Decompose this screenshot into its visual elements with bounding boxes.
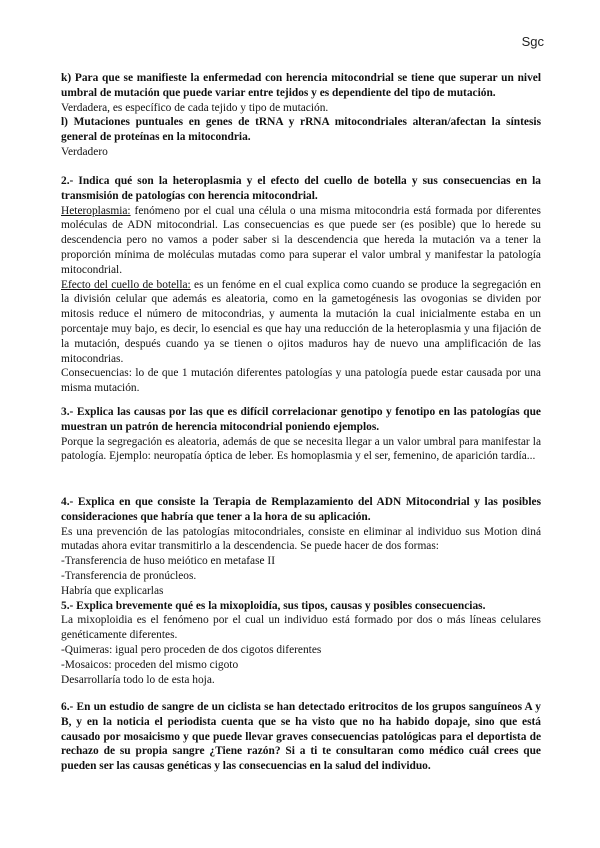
question-5-note: Desarrollaría todo lo de esta hoja. xyxy=(61,673,215,686)
question-3-answer: Porque la segregación es aleatoria, además de que se necesita llegar a un valor umbral para manifestar la patología. Ejemplo: neuropatía óptica de leber. Es homoplasmia y el ser, femenino, de aparición tardía... xyxy=(61,435,541,463)
section-question-3 xyxy=(61,405,541,464)
question-6-title: 6.- En un estudio de sangre de un ciclista se han detectado eritrocitos de los grupos sanguíneos A y B, y en la noticia el periodista cuenta que se ha visto que no ha habido dopaje, sino que está causado por mosaicismo y que puede llevar graves consecuencias patológicas para el deportista de rechazo de su propia sangre ¿Tiene razón? Si a ti te consultaran como médico cuál crees que pueden ser las causas genéticas y las consecuencias en la salud del individuo. xyxy=(61,701,541,773)
efecto-label: Efecto del cuello de botella: xyxy=(61,278,191,291)
question-4-note: Habría que explicarlas xyxy=(61,584,164,597)
question-5-title: 5.- Explica brevemente qué es la mixoploidía, sus tipos, causas y posibles consecuencias. xyxy=(61,599,486,612)
efecto-text: es un fenóme en el cual explica como cuando se produce la segregación en la división celular que además es aleatoria, como en la gametogénesis las ovogonias se dividen por mitosis reduce el número de mitocondrias, y aumenta la mutación la cual inicialmente estaba en un porcentaje muy bajo, es decir, lo esencial es que hay una reducción de la heteroplasmia y una fijación de la mutación, después cuando ya se tienen o ojitos maduros hay de nuevo una amplificación de las mitocondrias. xyxy=(61,278,541,365)
heteroplasmia-label: Heteroplasmia: xyxy=(61,204,131,217)
answer-l: Verdadero xyxy=(61,145,108,158)
question-5-answer: La mixoploidia es el fenómeno por el cual un individuo está formado por dos o más líneas celulares genéticamente diferentes. xyxy=(61,614,541,642)
consecuencias-paragraph: Consecuencias: lo de que 1 mutación diferentes patologías y una patología puede estar causada por una misma mutación. xyxy=(61,367,541,395)
question-5-bullet: -Quimeras: igual pero proceden de dos cigotos diferentes xyxy=(61,643,322,656)
question-4-bullet: -Transferencia de huso meiótico en metafase II xyxy=(61,555,276,568)
question-3-title: 3.- Explica las causas por las que es difícil correlacionar genotipo y fenotipo en las patologías que muestran un patrón de herencia mitocondrial poniendo ejemplos. xyxy=(61,406,541,433)
question-4-bullet: -Transferencia de pronúcleos. xyxy=(61,569,197,582)
page-header-label: Sgc xyxy=(521,34,544,49)
heteroplasmia-paragraph xyxy=(61,204,541,278)
section-question-2 xyxy=(61,174,541,396)
question-5-bullet: -Mosaicos: proceden del mismo cigoto xyxy=(61,658,239,671)
section-question-6 xyxy=(61,700,541,774)
question-4-title: 4.- Explica en que consiste la Terapia de Remplazamiento del ADN Mitocondrial y las posibles consideraciones que habría que tener a la hora de su aplicación. xyxy=(61,496,541,523)
section-question-4-5 xyxy=(61,495,541,687)
question-2-title: 2.- Indica qué son la heteroplasmia y el efecto del cuello de botella y sus consecuencias en la transmisión de patologías con herencia mitocondrial. xyxy=(61,175,541,202)
section-true-false xyxy=(61,71,541,160)
efecto-paragraph xyxy=(61,278,541,367)
question-4-answer: Es una prevención de las patologías mitocondriales, consiste en eliminar al individuo sus Motion diná mutadas ahora evitar transmitirlo a la descendencia. Se puede hacer de dos formas: xyxy=(61,525,541,553)
heteroplasmia-text: fenómeno por el cual una célula o una misma mitocondria está formada por diferentes moléculas de ADN mitocondrial. Las consecuencias es que puede ser (es posible) que lo herede su descendencia pero no vamos a poder saber si la descendencia que hereda la mutación va a tener la proporción mínima de moléculas mutadas como para superar el valor umbral y manifestar la patología mitocondrial. xyxy=(61,204,541,276)
answer-k: Verdadera, es específico de cada tejido y tipo de mutación. xyxy=(61,101,329,114)
question-l: l) Mutaciones puntuales en genes de tRNA y rRNA mitocondriales alteran/afectan la síntesis general de proteínas en la mitocondria. xyxy=(61,116,541,144)
question-k: k) Para que se manifieste la enfermedad con herencia mitocondrial se tiene que superar un nivel umbral de mutación que puede variar entre tejidos y es dependiente del tipo de mutación. xyxy=(61,72,541,99)
